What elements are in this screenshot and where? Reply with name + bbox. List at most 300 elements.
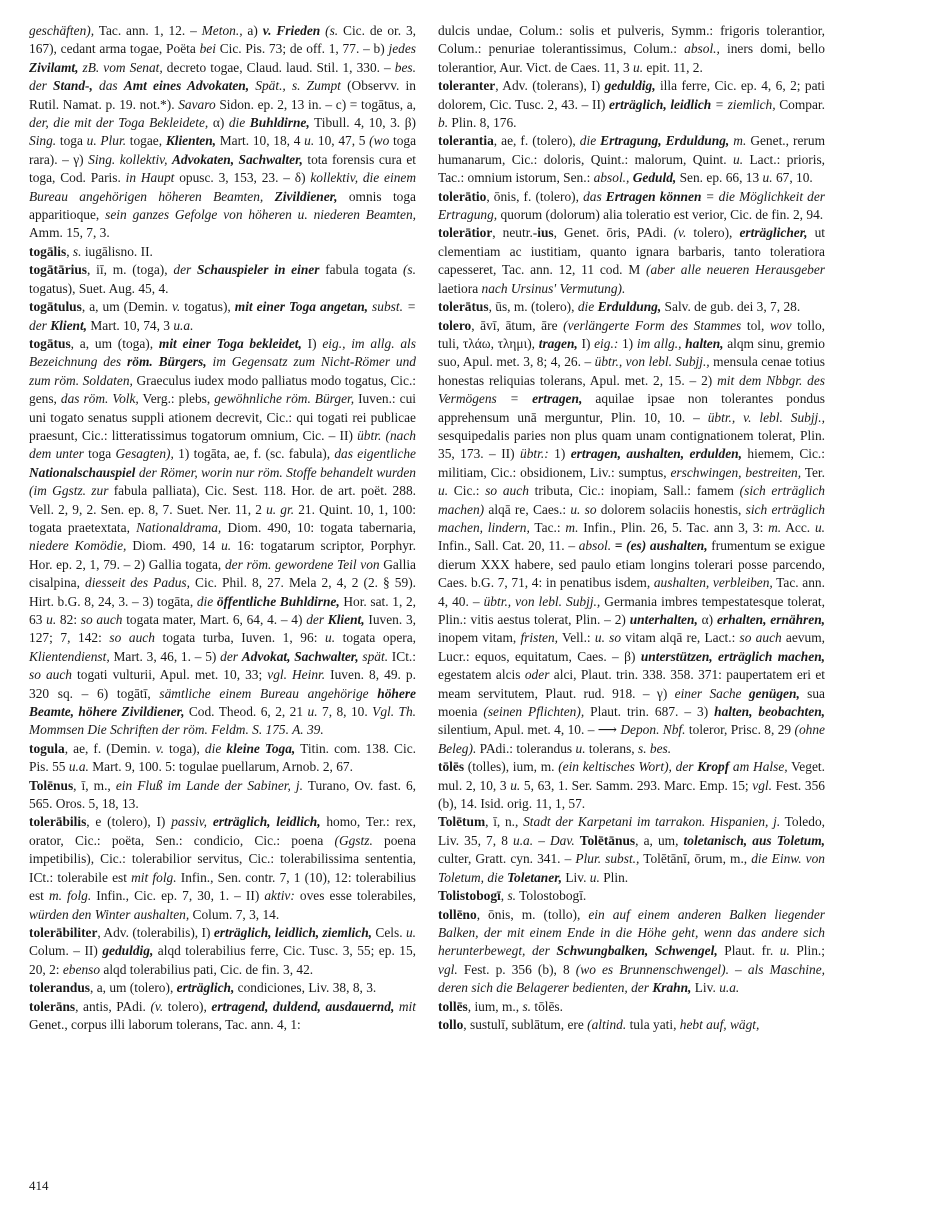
entry-text: , ī, n., bbox=[485, 814, 524, 830]
entry-text: culter, Gratt. cyn. 341. – bbox=[438, 851, 576, 867]
entry-text: Stand-, bbox=[53, 78, 93, 94]
entry-text: absol., bbox=[593, 170, 630, 186]
entry-text: Tac. ann. 4, 40. – bbox=[438, 575, 825, 609]
entry-text: ertragend, duldend, ausdauernd, bbox=[211, 998, 395, 1014]
entry-text: Tibull. 4, 10, 3. β) bbox=[309, 115, 416, 131]
entry-text: Ter. bbox=[801, 464, 825, 480]
entry-text: der bbox=[220, 648, 242, 664]
entry-text: Klienten, bbox=[165, 133, 217, 149]
dictionary-entry bbox=[438, 224, 825, 298]
headword: togālis bbox=[29, 243, 67, 259]
headword: tolerantia bbox=[438, 133, 494, 149]
headword: tolerandus bbox=[29, 980, 91, 996]
entry-text: Genet., rerum humanarum, Cic.: doloris, Quint.: malorum, Quint. bbox=[438, 133, 825, 167]
entry-text: , bbox=[500, 888, 508, 904]
entry-text: so auch bbox=[29, 667, 72, 683]
entry-text: u. bbox=[307, 704, 318, 720]
entry-text: sich erträglich machen, lindern, bbox=[438, 501, 825, 535]
entry-text: Schauspieler in einer bbox=[197, 262, 320, 278]
entry-text: ertragen, bbox=[532, 391, 583, 407]
entry-text: s. bes. bbox=[637, 740, 672, 756]
entry-text: die Einw. von Toletum, die bbox=[438, 851, 825, 885]
entry-text: Stadt der Karpetani im tarrakon. Hispanien, j. bbox=[523, 814, 781, 830]
entry-text: u. bbox=[405, 924, 416, 940]
entry-text: u. bbox=[762, 170, 773, 186]
entry-text: der Römer, worin nur röm. Stoffe behandelt wurden (im Ggstz. zur bbox=[29, 464, 416, 499]
headword: ius bbox=[537, 225, 554, 241]
entry-text: die bbox=[228, 115, 250, 131]
entry-text: höhere Beamte, höhere Zivildiener, bbox=[29, 685, 416, 720]
entry-text: Cic. de or. 3, 167), cedant arma togae, Poëta bbox=[29, 23, 416, 57]
entry-text: alqd tolerabilius pati, Cic. de fin. 3, 42. bbox=[100, 961, 314, 977]
entry-text: (verlängerte Form des Stammes bbox=[563, 317, 742, 333]
entry-text: dolorem solaciis honestis, bbox=[596, 501, 746, 517]
entry-text: Nationaldrama, bbox=[136, 519, 222, 535]
entry-text: so auch bbox=[80, 612, 123, 627]
headword: Tolētum bbox=[438, 814, 486, 830]
entry-text: egestatem alcis bbox=[438, 667, 525, 683]
dictionary-entry bbox=[438, 298, 825, 316]
entry-text: 1) bbox=[548, 446, 571, 462]
entry-text: am Halse, bbox=[729, 759, 788, 775]
entry-text: (wo bbox=[369, 133, 390, 149]
entry-text: tula yati, bbox=[626, 1016, 680, 1032]
entry-text: übtr. (nach dem unter bbox=[29, 427, 416, 462]
entry-text: ebenso bbox=[62, 961, 101, 977]
entry-text: das röm. Volk, bbox=[60, 391, 139, 407]
dictionary-entry bbox=[29, 261, 416, 298]
entry-text: im Gegensatz zum Nicht-Römer und zum röm. Soldaten, bbox=[29, 354, 416, 388]
entry-text: u. gr. bbox=[266, 501, 295, 517]
headword: tolerātior bbox=[438, 225, 493, 241]
headword: tolerābilis bbox=[29, 814, 87, 830]
entry-text: iners domi, bello tolerantior, Aur. Vict. de Caes. 11, 3 bbox=[438, 41, 825, 75]
entry-text: oves esse tolerabiles, bbox=[294, 888, 416, 904]
entry-text: Fest. 356 (b), 14. Isid. orig. 11, 1, 57. bbox=[438, 777, 825, 812]
entry-text: Plin.; bbox=[789, 943, 826, 959]
entry-text: Verg.: plebs, bbox=[138, 391, 215, 407]
entry-text: , Adv. (tolerans), I) bbox=[495, 78, 605, 94]
entry-text: toleror, Prisc. 8, 29 bbox=[685, 722, 795, 738]
entry-text: frumentum se exigue dierum XXX habere, sed paulo etiam longins tolerari posse parcendo, Caes. b.G. 7, 71, 4: in penatibus isdem, bbox=[438, 538, 826, 591]
entry-text: (wo es Brunnenschwengel). – als Maschine, deren sich die Belagerer bedienten, der bbox=[438, 961, 825, 996]
entry-text: togatus), bbox=[180, 299, 235, 315]
dictionary-entry bbox=[29, 243, 416, 261]
entry-text: Advokaten, Sachwalter, bbox=[171, 151, 303, 167]
entry-text: omnis toga apparitioque, bbox=[29, 188, 416, 223]
entry-text: erträglich, bbox=[176, 980, 235, 996]
headword: tōlēs bbox=[438, 759, 465, 775]
entry-text: Infin., Cic. ep. 7, 30, 1. – II) bbox=[91, 888, 265, 904]
entry-text: v. bbox=[171, 299, 181, 315]
entry-text: Genet., corpus illi laborum tolerans, Tac. ann. 4, 1: bbox=[29, 1016, 301, 1032]
entry-text: übtr., von lebl. Subjj., bbox=[594, 354, 710, 370]
entry-text: (altind. bbox=[587, 1016, 627, 1032]
entry-text: Ertragung, Erduldung, bbox=[600, 133, 730, 149]
dictionary-entry bbox=[438, 77, 825, 132]
entry-text: nach Ursinus' Vermutung). bbox=[481, 280, 626, 296]
entry-text: (v. bbox=[150, 998, 164, 1014]
entry-text: Zivilamt, bbox=[29, 59, 79, 75]
entry-text: 10, 47, 5 bbox=[314, 133, 370, 149]
entry-text: (Ggstz. bbox=[334, 832, 373, 848]
entry-text: erträglich, leidlich, bbox=[212, 814, 321, 830]
entry-text: vgl. Heinr. bbox=[267, 667, 326, 683]
entry-text: u. bbox=[779, 943, 790, 959]
entry-text: kollektiv, die einem Bureau angehörigen höheren Beamten, bbox=[29, 170, 417, 204]
entry-text: Lact.: prioris, Tac.: omnium istorum, Sen.: bbox=[438, 151, 825, 186]
entry-text: würden den Winter aushalten, bbox=[29, 906, 190, 922]
entry-text: mensula cenae totius honestas reliquias tolerans, Apul. met. 2, 15. – 2) bbox=[438, 354, 825, 388]
entry-text: (ein keltisches Wort), der bbox=[558, 759, 698, 775]
entry-text: u. bbox=[510, 777, 521, 793]
entry-text: Mart. 3, 46, 1. – 5) bbox=[109, 648, 221, 664]
entry-text: Sing. bbox=[29, 133, 57, 149]
entry-text: a) bbox=[242, 23, 263, 38]
entry-text: Depon. Nbf. bbox=[620, 722, 686, 738]
entry-text: u.a. bbox=[68, 759, 89, 775]
entry-text: übtr., v. lebl. Subjj., bbox=[707, 409, 825, 425]
dictionary-entry bbox=[438, 22, 825, 77]
entry-text: Mart. 10, 18, 4 bbox=[216, 133, 305, 149]
entry-text: alqd tolerabilius ferre, Cic. Tusc. 3, 55; ep. 15, 20, 2: bbox=[29, 943, 417, 977]
entry-text: Colum. – II) bbox=[29, 943, 103, 959]
entry-text: alqā re, Caes.: bbox=[484, 501, 571, 517]
entry-text: Infin., Sall. Cat. 20, 11. – bbox=[438, 538, 579, 554]
entry-text: alqm sinu, gremio suo, Apul. met. 3, 8; 4, 26. – bbox=[438, 335, 825, 370]
entry-text: Iuven. 3, 127; 7, 142: bbox=[29, 612, 416, 646]
entry-text: s. bbox=[72, 243, 82, 259]
dictionary-entry bbox=[438, 758, 825, 813]
entry-text: vitam alqā re, Lact.: bbox=[621, 630, 740, 646]
entry-text: Infin., Sen. contr. 7, 1 (10), 12: tolerabilius est bbox=[29, 869, 417, 904]
entry-text: u. bbox=[633, 59, 644, 75]
dictionary-entry bbox=[29, 813, 416, 923]
entry-text: Turano, Ov. fast. 6, 565. Oros. 5, 18, 13. bbox=[29, 777, 416, 812]
entry-text: vgl. bbox=[438, 961, 458, 977]
entry-text: das bbox=[583, 188, 606, 204]
entry-text: (v. bbox=[673, 225, 687, 241]
entry-text: der bbox=[306, 612, 328, 627]
entry-text: u. bbox=[814, 519, 825, 535]
entry-text: togae, bbox=[126, 133, 166, 149]
entry-text: Iuven.: cui uni togato senatus suppli ationem decrevit, Cic.: qui togati rei publicae praesunt, Cic.: litteratissimus togatorum omnium, Cic. – II) bbox=[29, 391, 416, 443]
entry-text: togati vulturii, Apul. met. 10, 33; bbox=[71, 667, 268, 683]
entry-text: , ōnis, m. (tollo), bbox=[476, 906, 589, 922]
headword: togātārius bbox=[29, 262, 88, 278]
entry-text: Gallia cisalpina, bbox=[29, 556, 416, 591]
entry-text: u. bbox=[304, 133, 315, 149]
entry-text: Salv. de gub. dei 3, 7, 28. bbox=[661, 299, 801, 315]
entry-text: Toledo, Liv. 35, 7, 8 bbox=[438, 814, 825, 848]
entry-text: s. bbox=[507, 888, 517, 904]
entry-text: u. bbox=[46, 612, 57, 627]
entry-text: aktiv: bbox=[264, 888, 295, 904]
entry-text: Cels. bbox=[372, 924, 406, 940]
entry-text: erschwingen, bestreiten, bbox=[670, 464, 802, 480]
entry-text: mit dem Nbbgr. des Vermögens = bbox=[438, 372, 825, 407]
entry-text: jedes bbox=[388, 41, 416, 57]
entry-text: Mart. 9, 100. 5: togulae puellarum, Arnob. 2, 67. bbox=[88, 759, 353, 775]
entry-text: mit bbox=[394, 998, 416, 1014]
entry-text: fabula palliata), Cic. Sest. 118. Hor. de art. poët. 288. Vell. 2, 9, 2. Sen. ep. 8, 7. Suet. Ner. 11, 2 bbox=[29, 483, 416, 517]
entry-text: tota forensis cura et toga, Cod. Paris. bbox=[29, 151, 416, 186]
entry-text: Klient, bbox=[50, 317, 88, 333]
dictionary-entry bbox=[29, 740, 416, 777]
entry-text: u. so bbox=[570, 501, 597, 517]
entry-text: der röm. gewordene Teil von bbox=[224, 556, 380, 572]
entry-text: u. bbox=[733, 151, 744, 167]
entry-text: ut clementiam ac iustitiam, quanto ignara barbaris, tanto toleratiora capesseret, Tac. ann. 12, 11 cod. M bbox=[438, 225, 825, 278]
entry-text: toga bbox=[56, 133, 87, 149]
entry-text: tributa, Cic.: inopiam, Sall.: famem bbox=[528, 483, 740, 499]
entry-text: ertragen, aushalten, erdulden, bbox=[570, 446, 742, 462]
entry-text: übtr.: bbox=[520, 446, 549, 462]
entry-text: Plur. subst., bbox=[575, 851, 640, 867]
dictionary-entry bbox=[29, 335, 416, 740]
entry-text: u.a. – Dav. bbox=[513, 832, 580, 848]
entry-text: , a, um, bbox=[635, 832, 684, 848]
entry-text: niedere Komödie, bbox=[29, 538, 127, 554]
headword: tollo bbox=[438, 1016, 464, 1032]
entry-text: 82: bbox=[56, 612, 81, 627]
entry-text: toga rara). – γ) bbox=[29, 133, 417, 167]
entry-text: 16: togatarum scriptor, Porphyr. Hor. ep. 2, 1, 79. – 2) Gallia togata, bbox=[29, 538, 416, 572]
entry-text: Colum. 7, 3, 14. bbox=[189, 906, 280, 922]
entry-text: v. Frieden bbox=[262, 23, 321, 38]
entry-text: sämtliche einem Bureau angehörige bbox=[159, 685, 378, 701]
entry-text: mit folg. bbox=[131, 869, 177, 885]
entry-text: , ae, f. (Demin. bbox=[64, 740, 156, 756]
entry-text: Liv. bbox=[562, 869, 590, 885]
dictionary-entry bbox=[29, 22, 416, 243]
entry-text: (Observv. in Rutil. Namat. p. 19. not.*). bbox=[29, 78, 416, 112]
entry-text: quorum (dolorum) alia toleratio est verior, Cic. de fin. 2, 94. bbox=[497, 207, 824, 223]
entry-text: iugālisno. II. bbox=[81, 243, 153, 259]
entry-text: tōlēs. bbox=[531, 998, 563, 1014]
entry-text: decreto togae, Claud. laud. Stil. 1, 330. – bbox=[162, 59, 395, 75]
entry-text: Cic. Phil. 8, 27. Mela 2, 4, 2 (2. § 59). Hirt. b.G. 8, 24, 3. – 3) togāta, bbox=[29, 575, 416, 609]
entry-text: hebt auf, wägt, bbox=[679, 1016, 760, 1032]
entry-text: dulcis undae, Colum.: solis et pulveris, Symm.: frigoris tolerantior, Colum.: penuriae tolerantissimus, Colum.: bbox=[438, 23, 825, 57]
entry-text: Cic.: bbox=[448, 483, 486, 499]
entry-text: inopem vitam, bbox=[438, 630, 521, 646]
entry-text: öffentliche Buhldirne, bbox=[216, 593, 340, 609]
headword: tollēs bbox=[438, 998, 468, 1014]
entry-text: Klient, bbox=[327, 612, 365, 627]
entry-text: , neutr.- bbox=[492, 225, 538, 241]
entry-text: Mart. 10, 74, 3 bbox=[87, 317, 174, 333]
entry-text: Nationalschauspiel bbox=[29, 464, 136, 480]
entry-text: unterhalten, bbox=[629, 612, 698, 627]
entry-text: , āvī, ātum, āre bbox=[471, 317, 564, 333]
entry-text: , a, um (Demin. bbox=[81, 299, 172, 315]
entry-text: der, die mit der Toga Bekleidete, bbox=[29, 115, 209, 131]
entry-text: Plaut. fr. bbox=[717, 943, 780, 959]
entry-text: α) bbox=[208, 115, 229, 131]
entry-text: Cod. Theod. 6, 2, 21 bbox=[184, 704, 308, 720]
entry-text: Kropf bbox=[697, 759, 730, 775]
entry-text: Liv. bbox=[691, 980, 720, 996]
dictionary-entry bbox=[29, 924, 416, 979]
entry-text: Compar. bbox=[775, 96, 825, 112]
headword: tolerātus bbox=[438, 299, 489, 315]
entry-text: Toletaner, bbox=[507, 869, 563, 885]
entry-text: s. bbox=[522, 998, 531, 1014]
entry-text: , a, um (tolero), bbox=[90, 980, 177, 996]
entry-text: togata mater, Mart. 6, 64, 4. – 4) bbox=[122, 612, 307, 627]
entry-text: Tolētānī, ōrum, m., bbox=[639, 851, 752, 867]
entry-text: illa ferre, Cic. ep. 4, 6, 2; pati dolorem, Cic. Tusc. 2, 43. – II) bbox=[438, 78, 825, 112]
entry-text: tolero), bbox=[686, 225, 740, 241]
entry-text: u. Plur. bbox=[86, 133, 127, 149]
entry-text: in Haupt bbox=[125, 170, 175, 186]
entry-text: erträglich, leidlich, ziemlich, bbox=[213, 924, 372, 940]
headword: tolerābiliter bbox=[29, 924, 98, 940]
entry-text: opusc. 3, 153, 23. – δ) bbox=[174, 170, 311, 186]
entry-text: unterstützen, erträglich machen, bbox=[640, 648, 825, 664]
entry-text: oder bbox=[524, 667, 550, 683]
entry-text: I) bbox=[301, 335, 323, 351]
entry-text: geduldig, bbox=[102, 943, 154, 959]
dictionary-entry bbox=[438, 813, 825, 887]
entry-text: Plin. 8, 176. bbox=[448, 115, 517, 131]
entry-text: tollo, tuli, τλάω, τλημι), bbox=[438, 317, 826, 351]
entry-text: , ae, f. (tolero), bbox=[493, 133, 580, 149]
entry-text: Tolostobogī. bbox=[516, 888, 587, 904]
entry-text: , ūs, m. (tolero), bbox=[488, 299, 578, 315]
entry-text: die bbox=[196, 593, 217, 609]
entry-text: tolero), bbox=[163, 998, 212, 1014]
entry-text: die bbox=[579, 133, 601, 149]
entry-text: erträglicher, bbox=[739, 225, 808, 241]
entry-text: Germania imbres tempestatesque tolerat, Plin.: vitis aestus tolerat, Plin. – 2) bbox=[438, 593, 825, 627]
entry-text: poena impetibilis), Cic.: tolerabilior servitus, Cic.: tolerabilissima sententia, ICt.: tolerabile est bbox=[29, 832, 416, 885]
entry-text: Hor. sat. 1, 2, 63 bbox=[29, 593, 416, 627]
entry-text: aushalten, verbleiben, bbox=[653, 575, 773, 591]
entry-text: fabula togata bbox=[319, 262, 403, 278]
entry-text: , ōnis, f. (tolero), bbox=[486, 188, 584, 204]
entry-text: u. bbox=[575, 740, 586, 756]
entry-text: alci, Plaut. trin. 338. 358. 371: paupertatem eri et meam servitutem, Plaut. rud. 918. – γ) bbox=[438, 667, 825, 701]
headword: togātulus bbox=[29, 299, 82, 315]
entry-text: 67, 10. bbox=[772, 170, 813, 186]
entry-text: ein Fluß im Lande der Sabiner, j. bbox=[115, 777, 303, 793]
entry-text: (sich erträglich machen) bbox=[438, 483, 825, 517]
dictionary-entry bbox=[29, 298, 416, 335]
entry-text: , a, um (toga), bbox=[70, 335, 159, 351]
headword: Tolētānus bbox=[579, 832, 636, 848]
entry-text: Klientendienst, bbox=[29, 648, 110, 664]
entry-text: subst. = der bbox=[29, 299, 416, 333]
entry-text: u.a. bbox=[173, 317, 194, 333]
headword: tolerātio bbox=[438, 188, 487, 204]
entry-text: b. bbox=[438, 115, 449, 131]
dictionary-entry bbox=[438, 906, 825, 998]
entry-text: zB. vom Senat, bbox=[78, 59, 163, 75]
headword: tolerāns bbox=[29, 998, 76, 1014]
entry-text: = ziemlich, bbox=[711, 96, 776, 112]
entry-text: toga bbox=[83, 446, 116, 462]
entry-text: Acc. bbox=[781, 519, 815, 535]
entry-text: Tac.: bbox=[529, 519, 566, 535]
entry-text: = die Möglichkeit der Ertragung, bbox=[438, 188, 825, 223]
entry-text: = (es) aushalten, bbox=[611, 538, 708, 554]
entry-text: so auch bbox=[109, 630, 155, 646]
entry-text: Vgl. Th. Mommsen Die Schriften der röm. Feldm. S. 175. A. 39. bbox=[29, 704, 417, 738]
entry-text: kleine Toga, bbox=[226, 740, 296, 756]
entry-text: die bbox=[204, 740, 227, 756]
entry-text: das bbox=[92, 78, 124, 94]
entry-text: Plaut. trin. 687. – 3) bbox=[584, 704, 715, 720]
entry-text: sua moenia bbox=[438, 685, 825, 720]
entry-text: Fest. p. 356 (b), 8 bbox=[457, 961, 576, 977]
entry-text: (s. bbox=[320, 23, 339, 38]
entry-text: , Adv. (tolerabilis), I) bbox=[97, 924, 214, 940]
entry-text: vgl. bbox=[752, 777, 772, 793]
entry-text: Savaro bbox=[178, 96, 216, 112]
entry-text: wov bbox=[769, 317, 792, 333]
entry-text: ICt.: bbox=[388, 648, 416, 664]
right-column bbox=[438, 22, 825, 1034]
entry-text: Veget. mul. 2, 10, 3 bbox=[438, 759, 825, 793]
entry-text: Amt eines Advokaten, bbox=[123, 78, 250, 94]
dictionary-entry bbox=[438, 998, 825, 1016]
dictionary-entry bbox=[29, 998, 416, 1035]
entry-text: PAdi.: tolerandus bbox=[476, 740, 576, 756]
entry-text: u.a. bbox=[719, 980, 740, 996]
entry-text: sesquipedalis paries non plus quam unam contignationem tolerat, Plin. 35, 173. – II) bbox=[438, 427, 825, 462]
entry-text: 7, 8, 10. bbox=[317, 704, 373, 720]
entry-text: m. folg. bbox=[48, 888, 92, 904]
entry-text: condiciones, Liv. 38, 8, 3. bbox=[234, 980, 377, 996]
entry-text: Vell.: bbox=[558, 630, 595, 646]
entry-text: sein ganzes Gefolge von höheren u. niederen Beamten, bbox=[105, 207, 416, 223]
entry-text: geschäften), bbox=[29, 23, 95, 38]
entry-text: die bbox=[577, 299, 598, 315]
entry-text: Ertragen können bbox=[605, 188, 702, 204]
entry-text: Spät., s. Zumpt bbox=[249, 78, 341, 94]
entry-text: übtr., von lebl. Subjj., bbox=[483, 593, 601, 609]
entry-text: , ium, m., bbox=[467, 998, 523, 1014]
entry-text: Geduld, bbox=[629, 170, 677, 186]
entry-text: Titin. com. 138. Cic. Pis. 55 bbox=[29, 740, 416, 775]
entry-text: homo, Ter.: rex, orator, Cic.: poëta, Sen.: condicio, Cic.: poena bbox=[29, 814, 416, 848]
entry-text: passiv, bbox=[171, 814, 213, 830]
entry-text: absol., bbox=[684, 41, 720, 57]
entry-text: geduldig, bbox=[604, 78, 656, 94]
entry-text: aquilae ipsae non tolerantes pondus apprehensum unā merguntur, Plin. 10, 10. – bbox=[438, 391, 825, 425]
entry-text: m. bbox=[768, 519, 782, 535]
entry-text: hiemem, Cic.: militiam, Cic.: obsidionem, Liv.: sumptus, bbox=[438, 446, 825, 480]
entry-text: so auch bbox=[485, 483, 529, 499]
entry-text: der bbox=[173, 262, 198, 278]
entry-text: Zivildiener, bbox=[274, 188, 338, 204]
headword: toleranter bbox=[438, 78, 496, 94]
entry-text: silentium, Apul. met. 4, 10. – ⟶ bbox=[438, 722, 621, 738]
entry-text: (seinen Pflichten), bbox=[483, 704, 585, 720]
entry-text: (aber alle neueren Herausgeber bbox=[646, 262, 826, 278]
entry-text: halten, beobachten, bbox=[714, 704, 825, 720]
entry-text: u. bbox=[589, 869, 600, 885]
headword: Tolistobogī bbox=[438, 888, 501, 904]
headword: togula bbox=[29, 740, 65, 756]
dictionary-entry bbox=[438, 1016, 825, 1034]
entry-text: tragen, bbox=[538, 335, 578, 351]
dictionary-entry bbox=[29, 979, 416, 997]
entry-text: genügen, bbox=[748, 685, 800, 701]
entry-text: Meton., bbox=[201, 23, 243, 38]
